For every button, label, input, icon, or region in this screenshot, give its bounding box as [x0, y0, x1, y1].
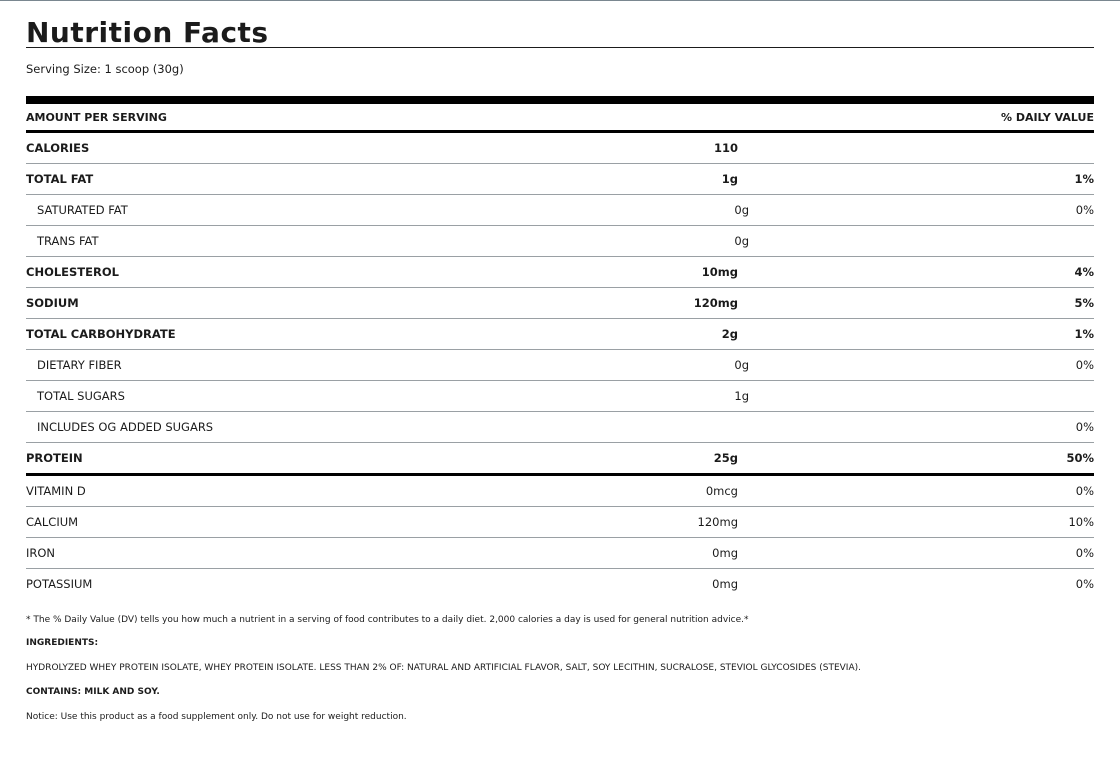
vitamin-row-calcium — [26, 507, 1094, 538]
nutrient-name: TOTAL FAT — [26, 172, 94, 186]
nutrient-dv: 4% — [1074, 265, 1094, 279]
nutrient-amount: 110 — [713, 141, 738, 155]
vitamin-name: IRON — [26, 546, 56, 560]
nutrient-dv: 1% — [1074, 327, 1094, 341]
thick-divider — [26, 96, 1094, 104]
allergen-statement: CONTAINS: MILK AND SOY. — [26, 687, 160, 697]
vitamin-dv: 10% — [1068, 515, 1094, 529]
title-divider — [26, 47, 1094, 48]
nutrient-name: INCLUDES OG ADDED SUGARS — [37, 420, 214, 434]
nutrient-row-total-fat — [26, 164, 1094, 195]
nutrient-name: PROTEIN — [26, 451, 83, 465]
vitamin-amount: 0mg — [712, 546, 738, 560]
nutrient-row-saturated-fat — [26, 195, 1094, 226]
nutrient-row-protein — [26, 443, 1094, 476]
nutrient-dv: 0% — [1075, 358, 1094, 372]
nutrient-row-total-carbohydrate — [26, 319, 1094, 350]
ingredients-label: INGREDIENTS: — [26, 638, 99, 648]
nutrient-name: CHOLESTEROL — [26, 265, 119, 279]
nutrient-row-total-sugars — [26, 381, 1094, 412]
nutrient-row-sodium — [26, 288, 1094, 319]
vitamin-amount: 0mg — [712, 577, 738, 591]
vitamin-amount: 120mg — [697, 515, 738, 529]
vitamin-row-potassium — [26, 569, 1094, 599]
panel-title: Nutrition Facts — [26, 16, 269, 47]
nutrient-row-calories — [26, 133, 1094, 164]
nutrient-dv: 0% — [1075, 203, 1094, 217]
nutrient-row-cholesterol — [26, 257, 1094, 288]
nutrient-dv: 0% — [1075, 420, 1094, 434]
daily-value-footnote: * The % Daily Value (DV) tells you how much a nutrient in a serving of food contributes to a daily diet. 2,000 calories a day is used for general nutrition advice.* — [26, 615, 749, 625]
nutrient-amount: 1g — [734, 389, 749, 403]
vitamin-name: CALCIUM — [26, 515, 79, 529]
nutrient-dv: 1% — [1074, 172, 1094, 186]
nutrient-name: DIETARY FIBER — [37, 358, 122, 372]
nutrient-name: SODIUM — [26, 296, 79, 310]
vitamin-row-iron — [26, 538, 1094, 569]
nutrient-name: TOTAL CARBOHYDRATE — [26, 327, 176, 341]
nutrient-amount: 25g — [713, 451, 738, 465]
vitamin-amount: 0mcg — [705, 484, 738, 498]
top-border — [0, 0, 1120, 1]
nutrient-name: SATURATED FAT — [37, 203, 128, 217]
nutrient-row-dietary-fiber — [26, 350, 1094, 381]
nutrient-dv: 5% — [1074, 296, 1094, 310]
nutrient-row-added-sugars — [26, 412, 1094, 443]
daily-value-label: % DAILY VALUE — [1000, 110, 1094, 124]
nutrient-amount: 120mg — [693, 296, 738, 310]
vitamin-dv: 0% — [1075, 484, 1094, 498]
nutrient-amount: 0g — [734, 234, 749, 248]
vitamin-row-vitamin-d — [26, 476, 1094, 507]
vitamin-dv: 0% — [1075, 577, 1094, 591]
nutrient-amount: 0g — [734, 358, 749, 372]
nutrient-amount: 1g — [721, 172, 738, 186]
nutrient-amount: 2g — [721, 327, 738, 341]
nutrient-name: TRANS FAT — [37, 234, 99, 248]
serving-size: Serving Size: 1 scoop (30g) — [26, 62, 184, 76]
usage-notice: Notice: Use this product as a food supplement only. Do not use for weight reduction. — [26, 712, 407, 722]
nutrient-dv: 50% — [1066, 451, 1094, 465]
nutrient-name: CALORIES — [26, 141, 90, 155]
table-header — [26, 104, 1094, 133]
vitamin-name: POTASSIUM — [26, 577, 93, 591]
nutrient-name: TOTAL SUGARS — [37, 389, 125, 403]
nutrition-panel — [26, 16, 1094, 723]
amount-per-serving-label: AMOUNT PER SERVING — [26, 110, 167, 124]
vitamin-name: VITAMIN D — [26, 484, 86, 498]
nutrient-row-trans-fat — [26, 226, 1094, 257]
ingredients-text: HYDROLYZED WHEY PROTEIN ISOLATE, WHEY PROTEIN ISOLATE. LESS THAN 2% OF: NATURAL AND ARTIFICIAL FLAVOR, SALT, SOY LECITHIN, SUCRALOSE, STEVIOL GLYCOSIDES (STEVIA). — [26, 663, 861, 673]
nutrient-amount: 10mg — [701, 265, 738, 279]
vitamin-dv: 0% — [1075, 546, 1094, 560]
nutrient-amount: 0g — [734, 203, 749, 217]
